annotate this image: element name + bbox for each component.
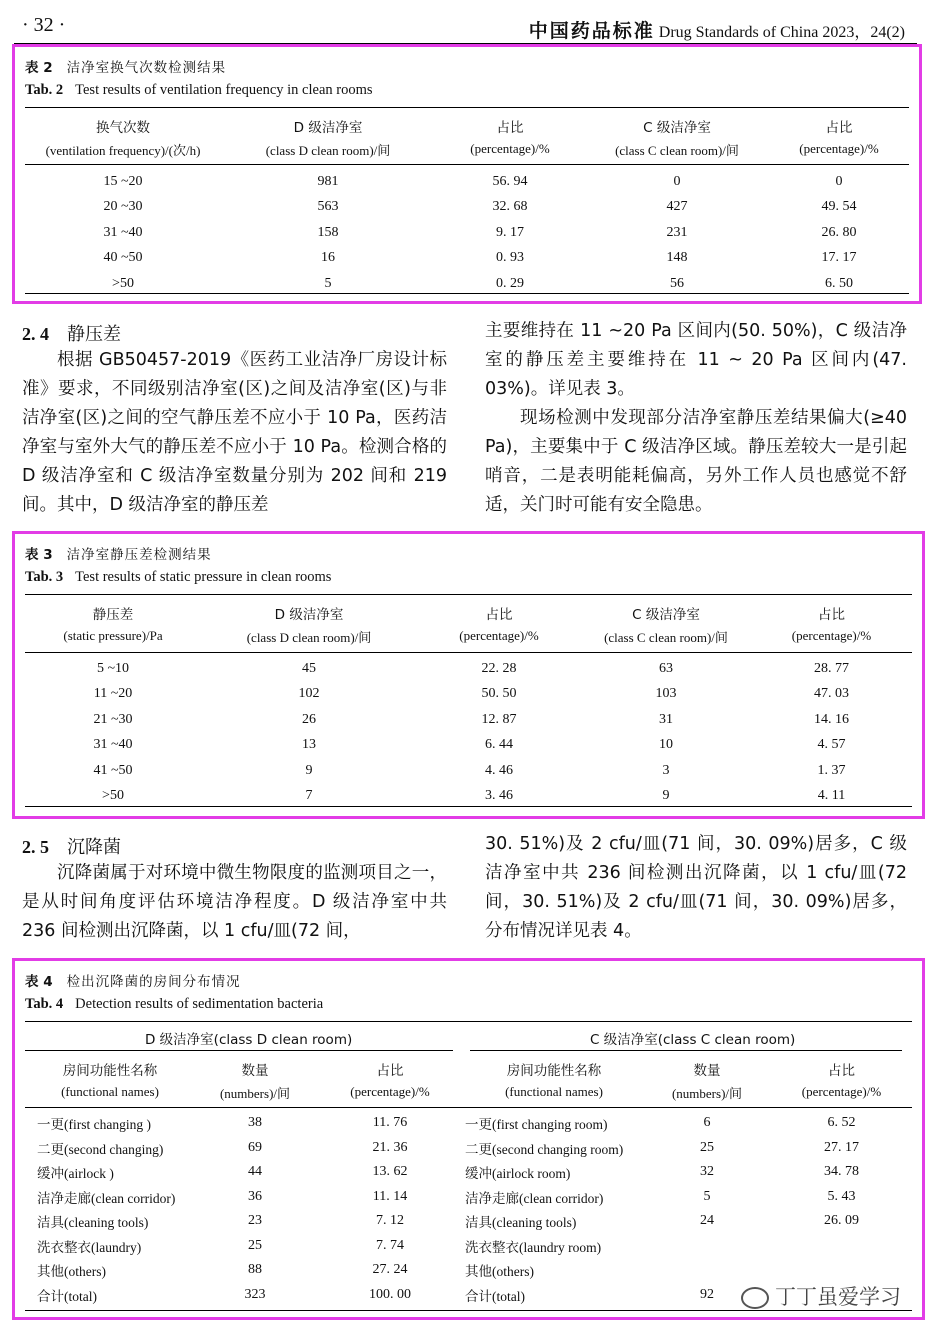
table-cell: 25 — [248, 1237, 262, 1253]
table-cell: 11. 76 — [372, 1115, 408, 1131]
table-cell: 36 — [248, 1188, 262, 1204]
table-cell: 4. 11 — [817, 788, 846, 804]
table-cell: 103 — [655, 686, 677, 702]
table-3-header — [25, 602, 912, 648]
table-cell: 9 — [305, 762, 313, 778]
table-cell: 15 ~20 — [103, 173, 143, 189]
table-cell: 21 ~30 — [93, 711, 133, 727]
table-4-group-d-label: D 级洁净室(class D clean room) — [145, 1032, 353, 1048]
table-cell: 34. 78 — [824, 1164, 859, 1180]
table-cell: 45 — [302, 660, 316, 676]
column-header-en: (numbers)/间 — [219, 1085, 291, 1101]
table-cell: 洁具(cleaning tools) — [465, 1215, 577, 1231]
table-cell: 102 — [298, 686, 320, 702]
table-cell: 洗衣整衣(laundry) — [37, 1239, 142, 1255]
table-cell: 1. 37 — [817, 762, 846, 778]
column-header-en: (class D clean room)/间 — [265, 142, 391, 158]
table-cell: 49. 54 — [821, 199, 857, 215]
table-row — [25, 656, 912, 682]
table-cell: 3. 46 — [485, 788, 513, 804]
table-cell: 31 ~40 — [103, 224, 143, 240]
table-cell: 14. 16 — [814, 711, 849, 727]
table-2-top-rule — [25, 107, 909, 108]
table-cell: 6. 50 — [825, 275, 853, 291]
table-cell: 9. 17 — [496, 224, 524, 240]
table-cell: 21. 36 — [372, 1139, 408, 1155]
table-cell: 4. 46 — [485, 762, 513, 778]
column-header-cn: 数量 — [693, 1062, 721, 1079]
column-header-cn: 占比 — [828, 1062, 855, 1079]
table-cell: 一更(first changing ) — [37, 1117, 151, 1133]
table-cell: 12. 87 — [481, 711, 517, 727]
column-header-cn: C 级洁净室 — [643, 120, 711, 136]
table-2-header — [25, 115, 909, 161]
column-header-cn: 占比 — [485, 607, 513, 623]
section-2-5-left-column — [22, 859, 447, 946]
section-2-5-paragraph-2: 30. 51%)及 2 cfu/皿(71 间，30. 09%)居多，C 级洁净室中共 236 间检测出沉降菌，以 1 cfu/皿(72 间，30. 51%)及 2 cfu/皿(71 间，30. 09%)居多，分布情况详见表 4。 — [485, 834, 907, 941]
table-cell: 56 — [670, 275, 684, 291]
table-cell: 20 ~30 — [103, 199, 143, 215]
table-cell: 32 — [700, 1164, 714, 1180]
table-cell: 13. 62 — [372, 1164, 408, 1180]
section-2-4-left-column — [22, 346, 447, 520]
table-cell: 0. 29 — [496, 275, 524, 291]
column-header-en: (percentage)/% — [799, 141, 879, 156]
column-header-cn: C 级洁净室 — [632, 607, 700, 623]
table-3-top-rule — [25, 594, 912, 595]
column-header-en: (static pressure)/Pa — [63, 628, 163, 643]
table-4-caption-en: Tab. 4 Detection results of sedimentation bacteria — [25, 996, 324, 1012]
table-cell: 7 — [305, 788, 313, 804]
table-cell: 合计(total) — [465, 1288, 525, 1304]
table-cell: 洗衣整衣(laundry room) — [465, 1239, 602, 1255]
table-cell: 31 — [659, 711, 673, 727]
table-cell: 合计(total) — [37, 1288, 97, 1304]
column-header-cn: D 级洁净室 — [274, 607, 344, 623]
table-row — [25, 733, 912, 759]
table-cell: 17. 17 — [821, 250, 857, 266]
table-cell: 981 — [317, 173, 339, 189]
table-cell: 5 — [324, 275, 332, 291]
column-header-en: (ventilation frequency)/(次/h) — [45, 142, 201, 158]
table-cell — [643, 1234, 771, 1259]
table-cell: >50 — [112, 275, 134, 291]
table-cell: 27. 24 — [372, 1262, 408, 1278]
table-cell: 洁净走廊(clean corridor) — [37, 1190, 176, 1206]
table-cell: 16 — [321, 250, 335, 266]
column-header-en: (percentage)/% — [470, 141, 550, 156]
column-header-en: (percentage)/% — [801, 1084, 882, 1099]
table-cell: 0 — [673, 173, 681, 189]
table-cell: 7. 12 — [376, 1213, 404, 1229]
table-cell: 洁净走廊(clean corridor) — [465, 1190, 604, 1206]
table-cell: 13 — [302, 737, 316, 753]
table-cell: 22. 28 — [481, 660, 517, 676]
table-row — [25, 784, 912, 810]
section-2-4-paragraph-1: 根据 GB50457-2019《医药工业洁净厂房设计标准》要求，不同级别洁净室(区)之间及洁净室(区)与非洁净室(区)之间的空气静压差不应小于 10 Pa，医药洁净室与室外大气的静压差不应小于 10 Pa。检测合格的 D 级洁净室和 C 级洁净室数量分别为 202 间和 219 间。其中，D 级洁净室的静压差 — [22, 350, 447, 515]
table-cell: 9 — [662, 788, 670, 804]
table-cell: 缓冲(airlock room) — [465, 1166, 571, 1182]
table-cell: 63 — [659, 660, 673, 676]
table-4-body — [25, 1111, 912, 1307]
table-cell: 40 ~50 — [103, 250, 143, 266]
section-2-5-heading: 2. 5 沉降菌 — [22, 837, 121, 858]
table-cell: 3 — [662, 762, 670, 778]
table-cell: 6. 52 — [827, 1115, 856, 1131]
table-row — [25, 758, 912, 784]
table-cell: 其他(others) — [37, 1264, 106, 1280]
column-header-cn: 占比 — [376, 1062, 404, 1079]
column-header-en: (class C clean room)/间 — [604, 629, 728, 645]
wechat-icon — [741, 1287, 769, 1309]
table-cell: 缓冲(airlock ) — [37, 1166, 114, 1182]
table-cell: 100. 00 — [369, 1286, 411, 1302]
table-cell: 427 — [666, 199, 688, 215]
table-cell: 24 — [700, 1213, 714, 1229]
table-cell: 6. 44 — [485, 737, 513, 753]
column-header-cn: 占比 — [818, 607, 845, 623]
column-header-cn: D 级洁净室 — [293, 120, 363, 136]
table-cell: 88 — [248, 1262, 262, 1278]
table-cell: 323 — [244, 1286, 266, 1302]
table-cell: 47. 03 — [814, 686, 849, 702]
section-2-4-paragraph-3: 现场检测中发现部分洁净室静压差结果偏大(≥40 Pa)，主要集中于 C 级洁净区域。静压差较大一是引起哨音，二是表明能耗偏高，另外工作人员也感觉不舒适，关门时可能有安全隐患。 — [485, 408, 907, 515]
table-cell: 28. 77 — [814, 660, 849, 676]
page-number: · 32 · — [22, 14, 66, 36]
table-cell: 31 ~40 — [93, 737, 133, 753]
table-row — [25, 195, 909, 221]
section-2-5-right-column — [485, 830, 907, 946]
table-cell: 0. 93 — [496, 250, 524, 266]
table-4-group-d-rule — [25, 1050, 453, 1051]
table-cell: 32. 68 — [492, 199, 528, 215]
column-header-cn: 数量 — [241, 1062, 269, 1079]
table-cell: 50. 50 — [481, 686, 517, 702]
table-row — [25, 169, 909, 195]
table-row — [25, 1258, 912, 1283]
table-4-header — [25, 1057, 912, 1104]
table-row — [25, 271, 909, 297]
table-2-body — [25, 169, 909, 297]
table-row — [25, 1209, 912, 1234]
table-row — [25, 1160, 912, 1185]
table-cell: 148 — [666, 250, 688, 266]
column-header-cn: 占比 — [496, 120, 524, 136]
column-header-cn: 占比 — [825, 120, 853, 136]
watermark — [741, 1281, 901, 1311]
column-header-cn: 静压差 — [92, 607, 134, 623]
column-header-cn: 换气次数 — [96, 120, 150, 136]
table-cell: 38 — [248, 1115, 262, 1131]
journal-header — [529, 16, 905, 43]
table-row — [25, 1136, 912, 1161]
column-header-en: (functional names) — [61, 1084, 159, 1099]
table-cell: 231 — [666, 224, 688, 240]
table-cell: 26 — [302, 711, 316, 727]
table-row — [25, 1185, 912, 1210]
column-header-cn: 房间功能性名称 — [506, 1062, 602, 1079]
section-2-5-paragraph-1: 沉降菌属于对环境中微生物限度的监测项目之一，是从时间角度评估环境洁净程度。D 级洁净室中共 236 间检测出沉降菌，以 1 cfu/皿(72 间， — [22, 863, 447, 941]
column-header-cn: 房间功能性名称 — [62, 1062, 158, 1079]
table-4-group-c-label: C 级洁净室(class C clean room) — [590, 1032, 796, 1048]
table-row — [25, 246, 909, 272]
table-cell: 其他(others) — [465, 1264, 534, 1280]
table-row — [25, 1234, 912, 1259]
table-row — [25, 682, 912, 708]
table-2-caption-cn: 表 2 洁净室换气次数检测结果 — [25, 60, 227, 76]
table-cell: 5 ~10 — [96, 660, 130, 676]
column-header-en: (functional names) — [505, 1084, 603, 1099]
column-header-en: (numbers)/间 — [671, 1085, 743, 1101]
table-cell: 563 — [317, 199, 339, 215]
table-3-caption-cn: 表 3 洁净室静压差检测结果 — [25, 547, 212, 563]
table-cell: 158 — [317, 224, 339, 240]
table-2-caption-en: Tab. 2 Test results of ventilation frequency in clean rooms — [25, 82, 373, 98]
column-header-en: (percentage)/% — [350, 1084, 430, 1099]
table-cell: 6 — [703, 1115, 711, 1131]
table-3-caption-en: Tab. 3 Test results of static pressure in clean rooms — [25, 569, 332, 585]
table-cell: 69 — [248, 1139, 262, 1155]
column-header-en: (percentage)/% — [791, 628, 872, 643]
column-header-en: (percentage)/% — [459, 628, 539, 643]
table-row — [25, 707, 912, 733]
table-cell: 5. 43 — [827, 1188, 856, 1204]
table-cell: 二更(second changing room) — [465, 1141, 624, 1157]
table-cell: 27. 17 — [824, 1139, 859, 1155]
table-cell: 10 — [659, 737, 673, 753]
table-cell: 41 ~50 — [93, 762, 133, 778]
table-4-caption-cn: 表 4 检出沉降菌的房间分布情况 — [25, 974, 241, 990]
table-cell — [771, 1258, 912, 1283]
journal-title-cn: 中国药品标准 — [528, 20, 655, 42]
table-cell: 5 — [703, 1188, 711, 1204]
table-cell: 4. 57 — [817, 737, 846, 753]
table-4 — [12, 958, 925, 1320]
table-cell — [643, 1258, 771, 1283]
table-3-header-rule — [25, 652, 912, 653]
column-header-en: (class D clean room)/间 — [246, 629, 372, 645]
table-4-top-rule — [25, 1021, 912, 1022]
column-header-en: (class C clean room)/间 — [615, 142, 739, 158]
table-cell: 92 — [700, 1286, 714, 1302]
table-cell: 11. 14 — [372, 1188, 408, 1204]
table-4-header-rule — [25, 1107, 912, 1108]
table-cell: 7. 74 — [376, 1237, 404, 1253]
section-2-4-right-column — [485, 317, 907, 520]
table-3 — [12, 531, 925, 819]
table-cell: 26. 09 — [824, 1213, 859, 1229]
table-cell: 一更(first changing room) — [465, 1117, 608, 1133]
watermark-text: 丁丁虽爱学习 — [775, 1285, 901, 1309]
table-cell — [771, 1234, 912, 1259]
table-2-header-rule — [25, 164, 909, 165]
journal-title-en: Drug Standards of China 2023，24(2) — [658, 24, 905, 41]
table-cell: 56. 94 — [492, 173, 528, 189]
table-cell: 26. 80 — [821, 224, 857, 240]
table-cell: 44 — [248, 1164, 262, 1180]
table-cell: 洁具(cleaning tools) — [37, 1215, 149, 1231]
table-cell: 二更(second changing) — [37, 1141, 164, 1157]
table-cell: 25 — [700, 1139, 714, 1155]
table-4-group-c-rule — [470, 1050, 902, 1051]
table-cell: 11 ~20 — [93, 686, 133, 702]
section-2-4-heading: 2. 4 静压差 — [22, 324, 121, 345]
table-row — [25, 1111, 912, 1136]
table-row — [25, 220, 909, 246]
table-cell: 0 — [835, 173, 843, 189]
table-3-body — [25, 656, 912, 809]
table-2 — [12, 44, 922, 304]
section-2-4-paragraph-2: 主要维持在 11 ~20 Pa 区间内(50. 50%)，C 级洁净室的静压差主要维持在 11 ~ 20 Pa 区间内(47. 03%)。详见表 3。 — [485, 321, 907, 399]
table-cell: 23 — [248, 1213, 262, 1229]
table-cell: >50 — [102, 788, 124, 804]
